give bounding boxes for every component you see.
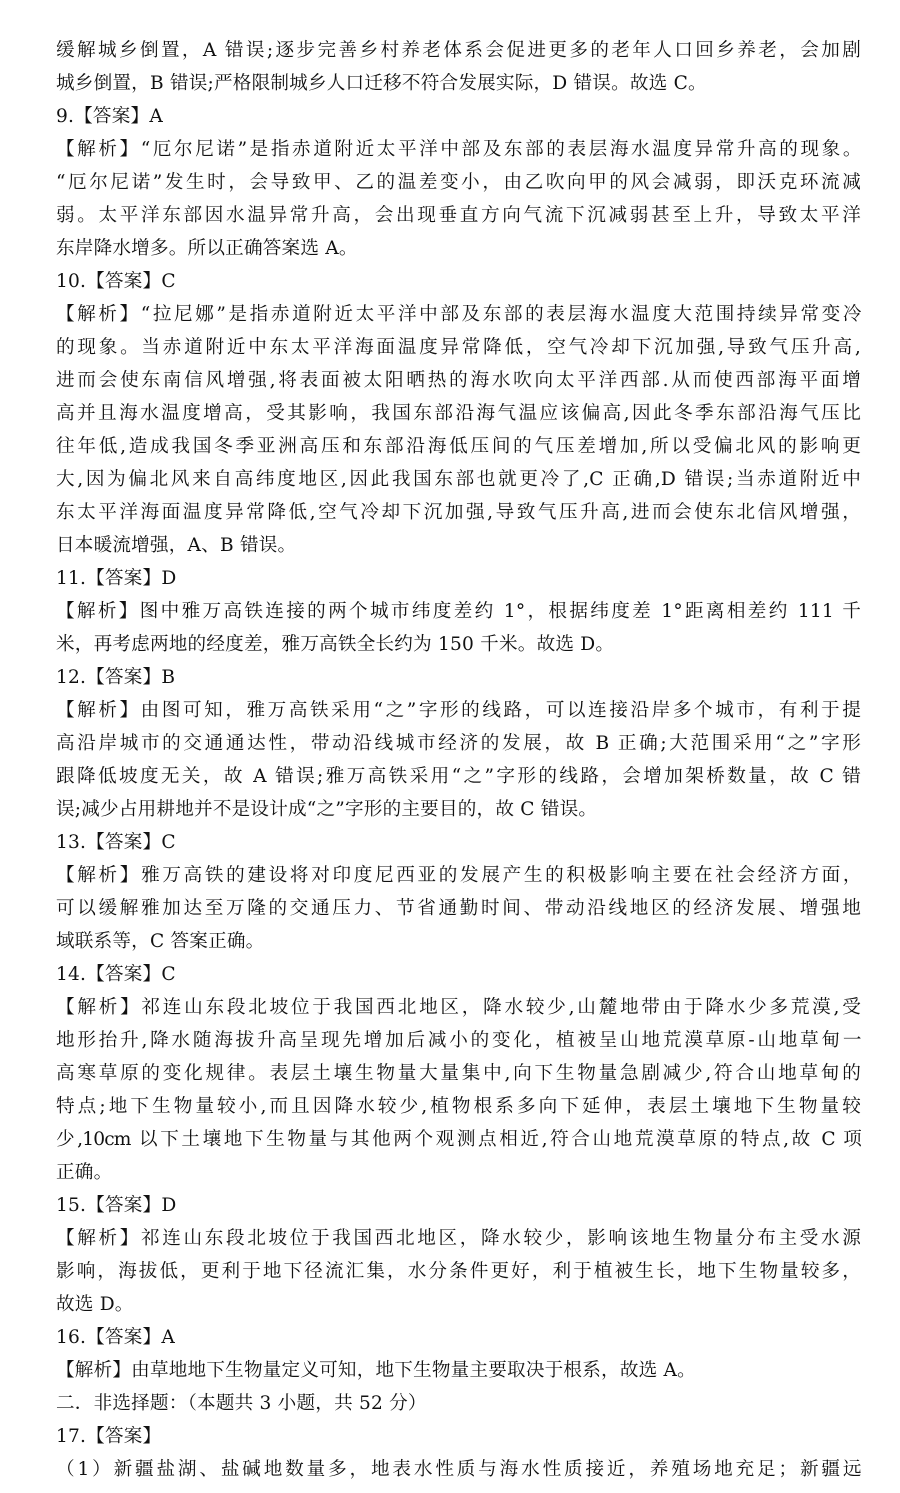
analysis-10-line-6: 大,因为偏北风来自高纬度地区,因此我国东部也就更冷了,C 正确,D 错误;当赤道附近中: [56, 469, 861, 490]
answer-heading-10: 10.【答案】C: [56, 271, 176, 292]
analysis-10-line-7: 东太平洋海面温度异常降低,空气冷却下沉加强,导致气压升高,进而会使东北信风增强，: [56, 502, 861, 523]
answer-heading-11: 11.【答案】D: [56, 568, 177, 589]
analysis-10-line-4: 高并且海水温度增高，受其影响，我国东部沿海气温应该偏高,因此冬季东部沿海气压比: [56, 403, 861, 424]
analysis-9-line-4: 东岸降水增多。所以正确答案选 A。: [56, 238, 358, 259]
analysis-12-line-1: 【解析】由图可知，雅万高铁采用“之”字形的线路，可以连接沿岸多个城市，有利于提: [56, 700, 861, 721]
analysis-12-line-4: 误;减少占用耕地并不是设计成“之”字形的主要目的，故 C 错误。: [56, 799, 598, 820]
analysis-10-line-8: 日本暖流增强，A、B 错误。: [56, 535, 297, 556]
analysis-10-line-5: 往年低,造成我国冬季亚洲高压和东部沿海低压间的气压差增加,所以受偏北风的影响更: [56, 436, 861, 457]
analysis-11-line-1: 【解析】图中雅万高铁连接的两个城市纬度差约 1°，根据纬度差 1°距离相差约 111 千: [56, 601, 861, 622]
analysis-9-line-2: “厄尔尼诺”发生时，会导致甲、乙的温差变小，由乙吹向甲的风会减弱，即沃克环流减: [56, 172, 861, 193]
answer-heading-16: 16.【答案】A: [56, 1327, 175, 1348]
section-heading-nonchoice: 二．非选择题：（本题共 3 小题，共 52 分）: [56, 1393, 427, 1414]
analysis-12-line-2: 高沿岸城市的交通通达性，带动沿线城市经济的发展，故 B 正确;大范围采用“之”字形: [56, 733, 861, 754]
analysis-12-line-3: 跟降低坡度无关，故 A 错误;雅万高铁采用“之”字形的线路，会增加架桥数量，故 C 错: [56, 766, 861, 787]
analysis-9-line-3: 弱。太平洋东部因水温异常升高，会出现垂直方向气流下沉减弱甚至上升，导致太平洋: [56, 205, 861, 226]
analysis-14-line-6: 正确。: [56, 1162, 113, 1183]
text-line-2: 城乡倒置，B 错误;严格限制城乡人口迁移不符合发展实际，D 错误。故选 C。: [56, 73, 707, 94]
answer-explanation-text: [56, 34, 861, 1486]
analysis-13-line-3: 域联系等，C 答案正确。: [56, 931, 265, 952]
analysis-9-line-1: 【解析】“厄尔尼诺”是指赤道附近太平洋中部及东部的表层海水温度异常升高的现象。: [56, 139, 861, 160]
analysis-14-line-3: 高寒草原的变化规律。表层土壤生物量大量集中,向下生物量急剧减少,符合山地草甸的: [56, 1063, 861, 1084]
analysis-11-line-2: 米，再考虑两地的经度差，雅万高铁全长约为 150 千米。故选 D。: [56, 634, 615, 655]
analysis-10-line-2: 的现象。当赤道附近中东太平洋海面温度异常降低，空气冷却下沉加强,导致气压升高,: [56, 337, 861, 358]
analysis-10-line-3: 进而会使东南信风增强,将表面被太阳晒热的海水吹向太平洋西部.从而使西部海平面增: [56, 370, 861, 391]
answer-heading-9: 9.【答案】A: [56, 106, 163, 127]
analysis-10-line-1: 【解析】“拉尼娜”是指赤道附近太平洋中部及东部的表层海水温度大范围持续异常变冷: [56, 304, 861, 325]
analysis-15-line-3: 故选 D。: [56, 1294, 134, 1315]
analysis-14-line-2: 地形抬升,降水随海拔升高呈现先增加后减小的变化，植被呈山地荒漠草原-山地草甸一: [56, 1030, 861, 1051]
analysis-15-line-2: 影响，海拔低，更利于地下径流汇集，水分条件更好，利于植被生长，地下生物量较多，: [56, 1261, 861, 1282]
answer-heading-17: 17.【答案】: [56, 1426, 162, 1447]
analysis-14-line-5: 少,10cm 以下土壤地下生物量与其他两个观测点相近,符合山地荒漠草原的特点,故 C 项: [56, 1129, 861, 1150]
analysis-14-line-4: 特点;地下生物量较小,而且因降水较少,植物根系多向下延伸，表层土壤地下生物量较: [56, 1096, 861, 1117]
answer-heading-14: 14.【答案】C: [56, 964, 176, 985]
analysis-13-line-2: 可以缓解雅加达至万隆的交通压力、节省通勤时间、带动沿线地区的经济发展、增强地: [56, 898, 861, 919]
text-line-1: 缓解城乡倒置，A 错误;逐步完善乡村养老体系会促进更多的老年人口回乡养老，会加剧: [56, 40, 861, 61]
analysis-16-line-1: 【解析】由草地地下生物量定义可知，地下生物量主要取决于根系，故选 A。: [56, 1360, 696, 1381]
answer-17-line-1: （1）新疆盐湖、盐碱地数量多，地表水性质与海水性质接近，养殖场地充足；新疆远: [56, 1459, 861, 1480]
answer-heading-15: 15.【答案】D: [56, 1195, 177, 1216]
analysis-14-line-1: 【解析】祁连山东段北坡位于我国西北地区，降水较少,山麓地带由于降水少多荒漠,受: [56, 997, 861, 1018]
answer-heading-12: 12.【答案】B: [56, 667, 176, 688]
analysis-15-line-1: 【解析】祁连山东段北坡位于我国西北地区，降水较少，影响该地生物量分布主受水源: [56, 1228, 861, 1249]
answer-heading-13: 13.【答案】C: [56, 832, 176, 853]
analysis-13-line-1: 【解析】雅万高铁的建设将对印度尼西亚的发展产生的积极影响主要在社会经济方面，: [56, 865, 861, 886]
